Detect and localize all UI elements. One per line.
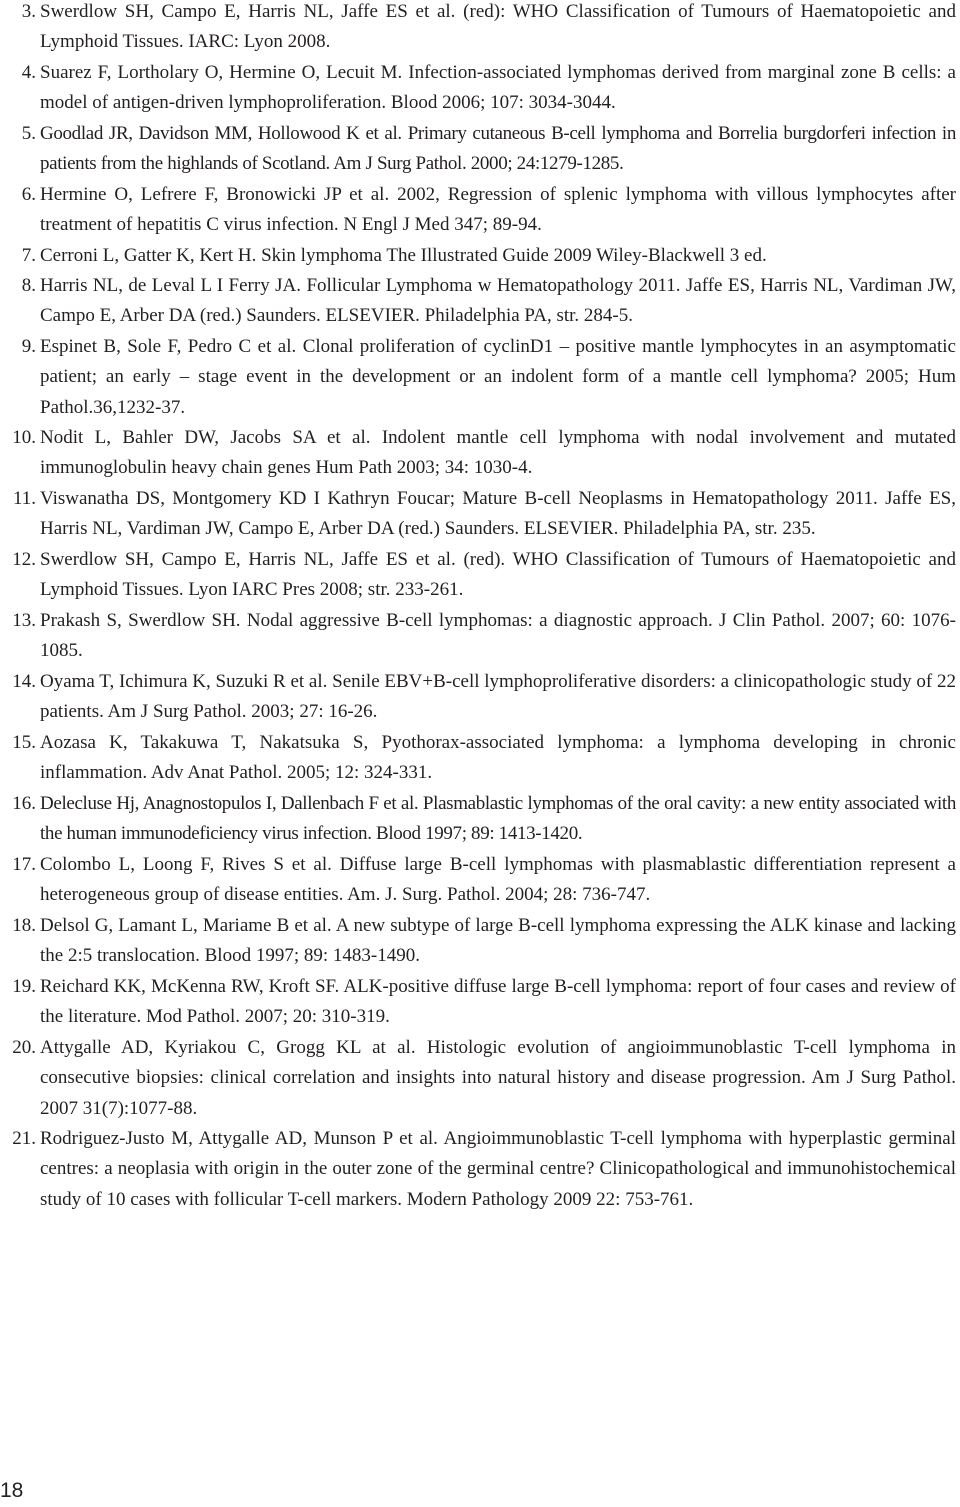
reference-text: Harris NL, de Leval L I Ferry JA. Follicular Lymphoma w Hematopathology 2011. Jaffe ES, Harris NL, Vardiman JW, Campo E, Arber DA (red.) Saunders. ELSEVIER. Philadelphia PA, str. 284-5.	[40, 275, 956, 327]
reference-text: Delsol G, Lamant L, Mariame B et al. A new subtype of large B-cell lymphoma expressing the ALK kinase and lacking the 2:5 translocation. Blood 1997; 89: 1483-1490.	[40, 915, 956, 967]
reference-item	[0, 1124, 956, 1215]
reference-item	[0, 484, 956, 545]
reference-item	[0, 545, 956, 606]
page-number: 18	[0, 1479, 24, 1502]
reference-number: 10.	[12, 427, 36, 448]
reference-item	[0, 332, 956, 423]
reference-text: Reichard KK, McKenna RW, Kroft SF. ALK-positive diffuse large B-cell lymphoma: report of four cases and review of the literature. Mod Pathol. 2007; 20: 310-319.	[40, 976, 956, 1028]
reference-item	[0, 241, 956, 271]
reference-item	[0, 119, 956, 180]
reference-number: 8.	[21, 275, 36, 296]
reference-item	[0, 58, 956, 119]
reference-number: 16.	[12, 793, 36, 814]
reference-number: 12.	[12, 549, 36, 570]
reference-text: Hermine O, Lefrere F, Bronowicki JP et al. 2002, Regression of splenic lymphoma with villous lymphocytes after treatment of hepatitis C virus infection. N Engl J Med 347; 89-94.	[40, 184, 956, 236]
reference-number: 7.	[21, 245, 36, 266]
reference-item	[0, 850, 956, 911]
reference-text: Goodlad JR, Davidson MM, Hollowood K et al. Primary cutaneous B-cell lymphoma and Borrelia burgdorferi infection in patients from the highlands of Scotland. Am J Surg Pathol. 2000; 24:1279-1285.	[40, 123, 956, 175]
reference-text: Suarez F, Lortholary O, Hermine O, Lecuit M. Infection-associated lymphomas derived from marginal zone B cells: a model of antigen-driven lymphoproliferation. Blood 2006; 107: 3034-3044.	[40, 62, 956, 114]
reference-item	[0, 972, 956, 1033]
reference-item	[0, 728, 956, 789]
reference-text: Delecluse Hj, Anagnostopulos I, Dallenbach F et al. Plasmablastic lymphomas of the oral cavity: a new entity associated with the human immunodeficiency virus infection. Blood 1997; 89: 1413-1420.	[40, 793, 956, 845]
reference-item	[0, 271, 956, 332]
reference-text: Colombo L, Loong F, Rives S et al. Diffuse large B-cell lymphomas with plasmablastic differentiation represent a heterogeneous group of disease entities. Am. J. Surg. Pathol. 2004; 28: 736-747.	[40, 854, 956, 906]
reference-item	[0, 667, 956, 728]
reference-item	[0, 606, 956, 667]
reference-number: 15.	[12, 732, 36, 753]
reference-item	[0, 423, 956, 484]
reference-item	[0, 180, 956, 241]
reference-number: 9.	[21, 336, 36, 357]
reference-text: Rodriguez-Justo M, Attygalle AD, Munson P et al. Angioimmunoblastic T-cell lymphoma with hyperplastic germinal centres: a neoplasia with origin in the outer zone of the germinal centre? Clinicopathological and immunohistochemical study of 10 cases with follicular T-cell markers. Modern Pathology 2009 22: 753-761.	[40, 1128, 956, 1210]
reference-item	[0, 911, 956, 972]
reference-text: Espinet B, Sole F, Pedro C et al. Clonal proliferation of cyclinD1 – positive mantle lymphocytes in an asymptomatic patient; an early – stage event in the development or an indolent form of a mantle cell lymphoma? 2005; Hum Pathol.36,1232-37.	[40, 336, 956, 418]
reference-number: 21.	[12, 1128, 36, 1149]
reference-text: Attygalle AD, Kyriakou C, Grogg KL at al. Histologic evolution of angioimmunoblastic T-cell lymphoma in consecutive biopsies: clinical correlation and insights into natural history and disease progression. Am J Surg Pathol. 2007 31(7):1077-88.	[40, 1037, 956, 1119]
reference-number: 18.	[12, 915, 36, 936]
reference-number: 14.	[12, 671, 36, 692]
reference-text: Swerdlow SH, Campo E, Harris NL, Jaffe ES et al. (red). WHO Classification of Tumours of Haematopoietic and Lymphoid Tissues. Lyon IARC Pres 2008; str. 233-261.	[40, 549, 956, 601]
reference-text: Cerroni L, Gatter K, Kert H. Skin lymphoma The Illustrated Guide 2009 Wiley-Blackwell 3 ed.	[40, 245, 767, 266]
reference-number: 4.	[21, 62, 36, 83]
reference-text: Oyama T, Ichimura K, Suzuki R et al. Senile EBV+B-cell lymphoproliferative disorders: a clinicopathologic study of 22 patients. Am J Surg Pathol. 2003; 27: 16-26.	[40, 671, 956, 723]
reference-number: 20.	[12, 1037, 36, 1058]
reference-number: 5.	[21, 123, 36, 144]
reference-item	[0, 1033, 956, 1124]
reference-text: Prakash S, Swerdlow SH. Nodal aggressive B-cell lymphomas: a diagnostic approach. J Clin Pathol. 2007; 60: 1076-1085.	[40, 610, 956, 662]
reference-text: Nodit L, Bahler DW, Jacobs SA et al. Indolent mantle cell lymphoma with nodal involvement and mutated immunoglobulin heavy chain genes Hum Path 2003; 34: 1030-4.	[40, 427, 956, 479]
reference-item	[0, 0, 956, 58]
reference-number: 19.	[12, 976, 36, 997]
reference-item	[0, 789, 956, 850]
reference-text: Aozasa K, Takakuwa T, Nakatsuka S, Pyothorax-associated lymphoma: a lymphoma developing in chronic inflammation. Adv Anat Pathol. 2005; 12: 324-331.	[40, 732, 956, 784]
reference-number: 13.	[12, 610, 36, 631]
reference-text: Viswanatha DS, Montgomery KD I Kathryn Foucar; Mature B-cell Neoplasms in Hematopathology 2011. Jaffe ES, Harris NL, Vardiman JW, Campo E, Arber DA (red.) Saunders. ELSEVIER. Philadelphia PA, str. 235.	[40, 488, 956, 540]
reference-number: 6.	[21, 184, 36, 205]
reference-text: Swerdlow SH, Campo E, Harris NL, Jaffe ES et al. (red): WHO Classification of Tumours of Haematopoietic and Lymphoid Tissues. IARC: Lyon 2008.	[40, 1, 956, 53]
reference-number: 17.	[12, 854, 36, 875]
reference-number: 3.	[21, 1, 36, 22]
reference-number: 11.	[12, 488, 36, 509]
